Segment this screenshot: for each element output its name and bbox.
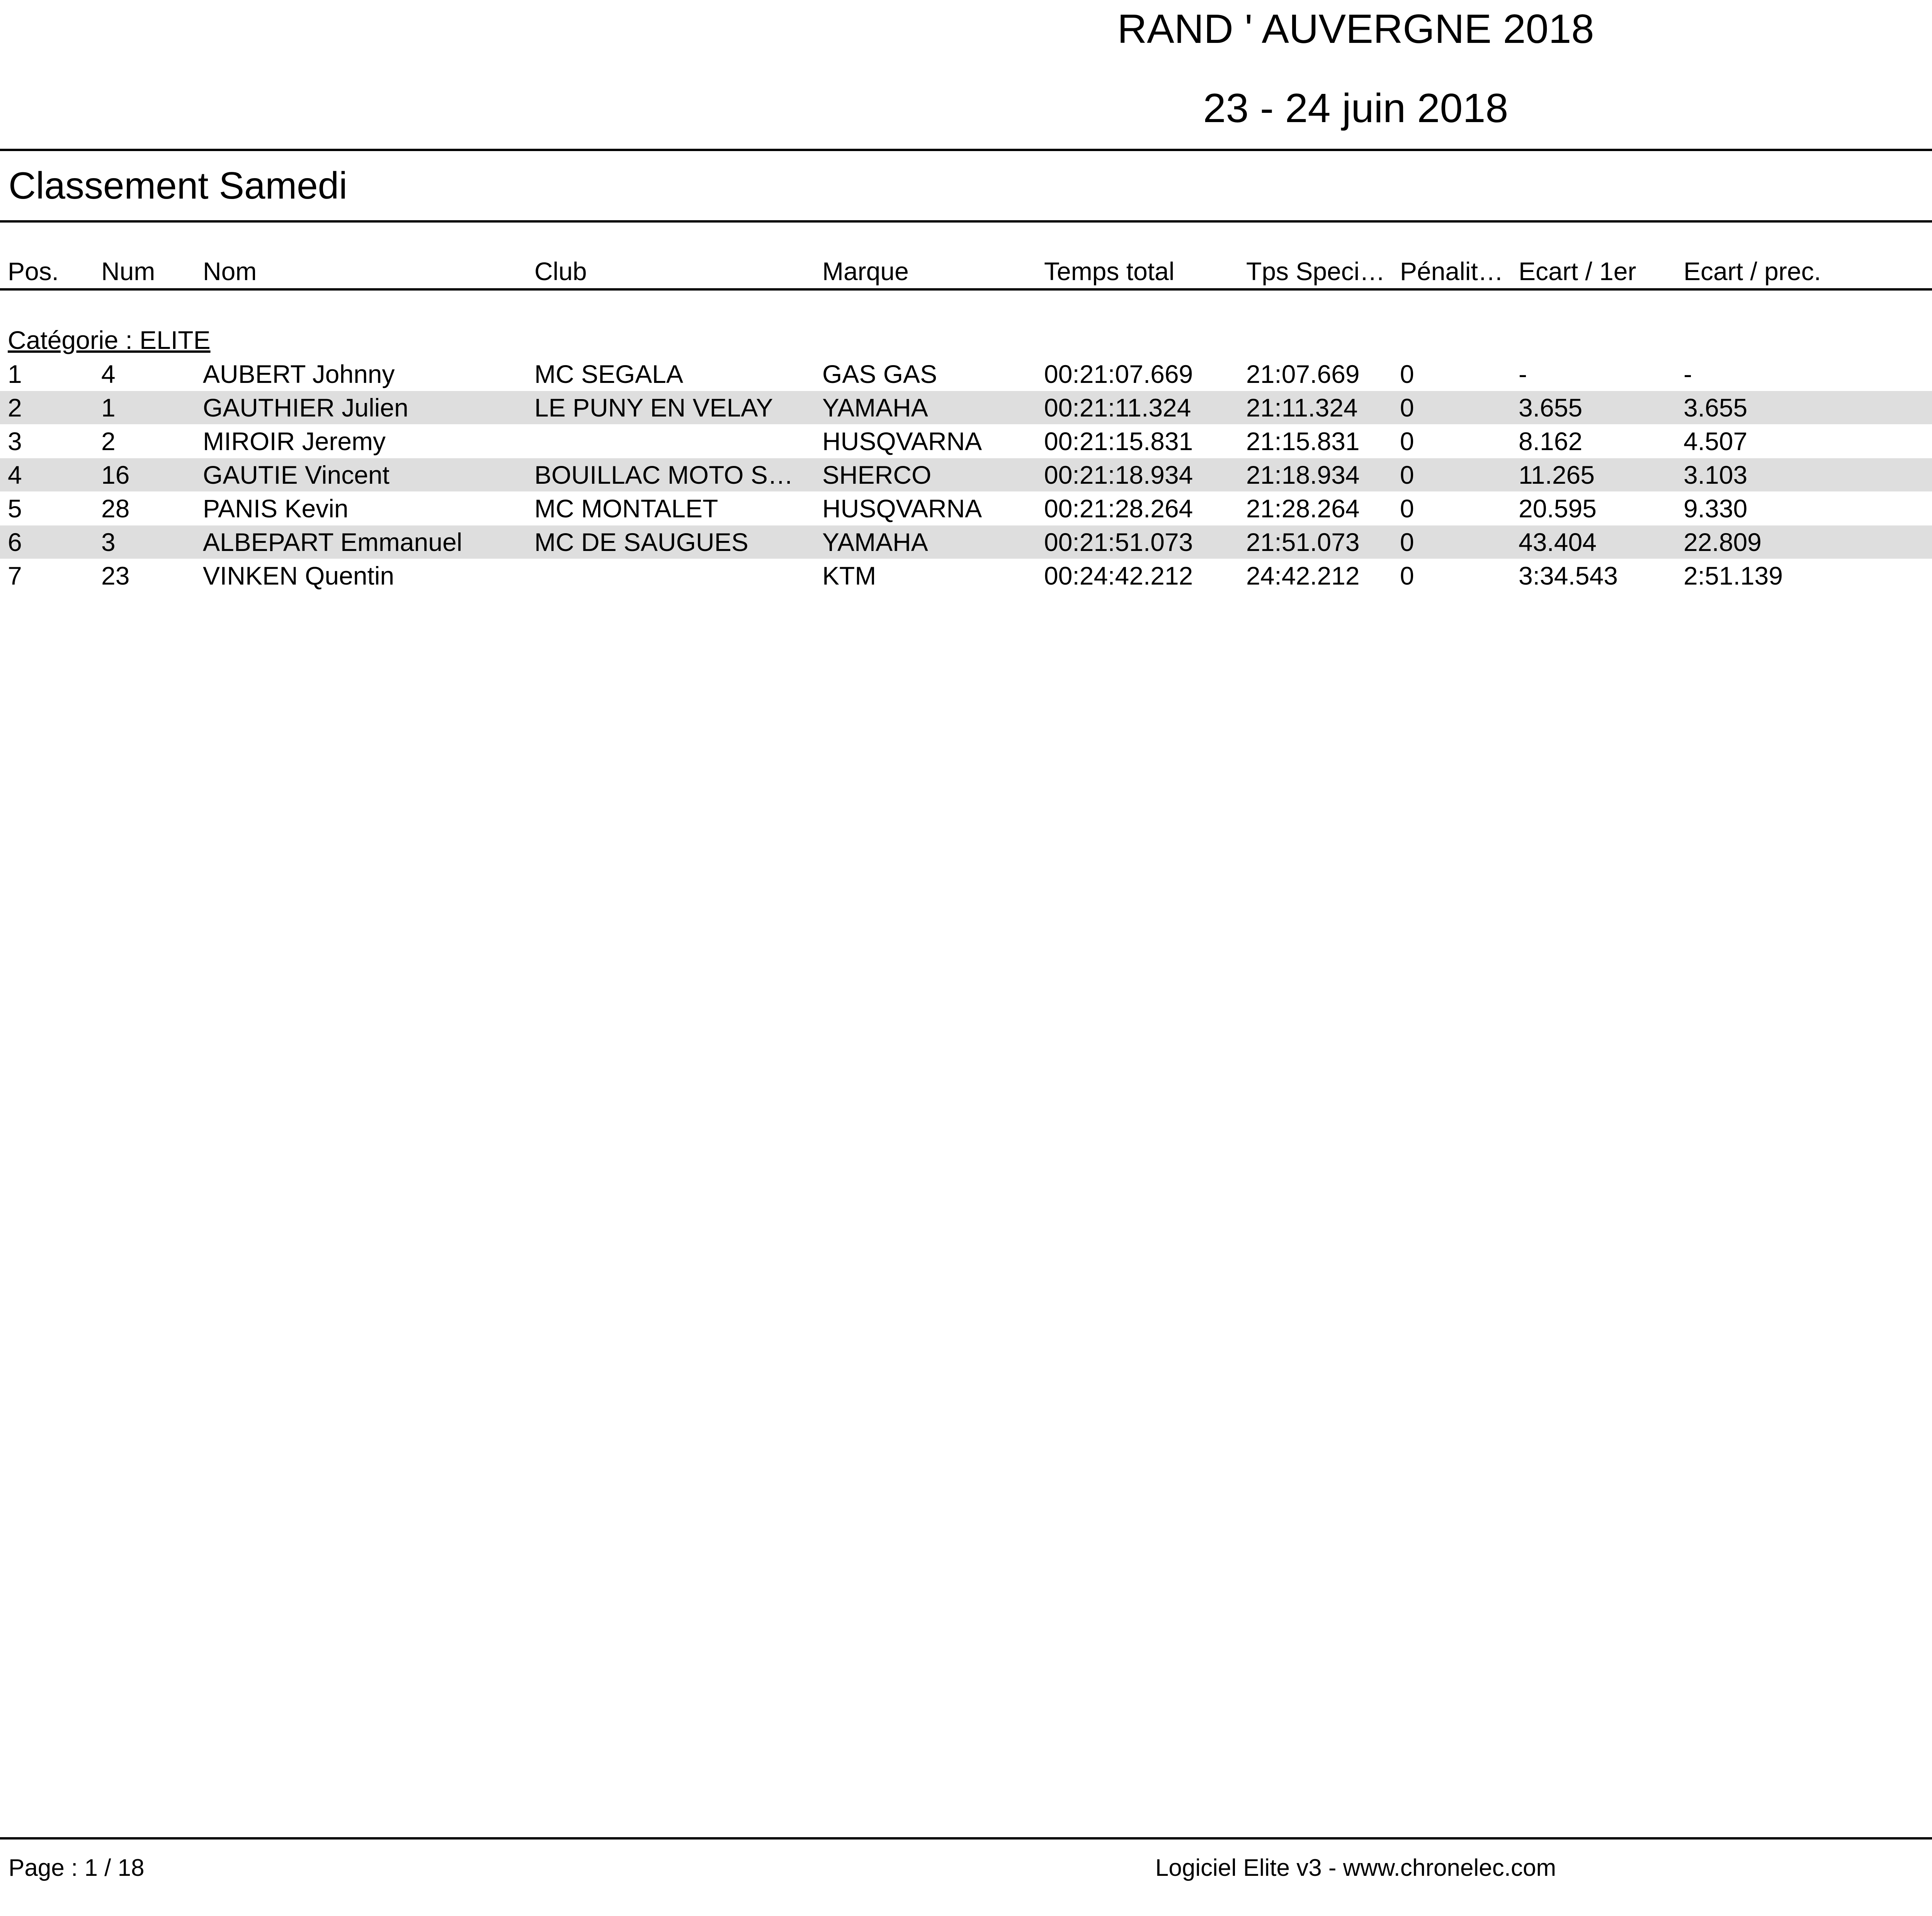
cell-temps-total: 00:21:07.669 — [1044, 360, 1193, 388]
cell-tps-special: 21:51.073 — [1246, 528, 1360, 556]
cell-num: 2 — [101, 427, 116, 456]
cell-tps-special: 21:15.831 — [1246, 427, 1360, 456]
category-label: Catégorie : ELITE — [8, 326, 211, 354]
cell-penalite: 0 — [1400, 427, 1414, 456]
cell-pos: 3 — [8, 427, 22, 456]
cell-temps-total: 00:24:42.212 — [1044, 561, 1193, 590]
column-header-ecart-premier: Ecart / 1er — [1519, 257, 1636, 286]
cell-marque: KTM — [822, 561, 876, 590]
table-row — [0, 425, 1932, 458]
footer-page-number: Page : 1 / 18 — [9, 1855, 145, 1881]
cell-ecart-premier: 43.404 — [1519, 528, 1597, 556]
table-row — [0, 391, 1932, 424]
cell-temps-total: 00:21:51.073 — [1044, 528, 1193, 556]
cell-ecart-premier: 11.265 — [1519, 461, 1595, 489]
cell-club: MC DE SAUGUES — [534, 528, 748, 556]
cell-marque: YAMAHA — [822, 393, 928, 422]
cell-ecart-precedent: 22.809 — [1684, 528, 1762, 556]
cell-num: 23 — [101, 561, 130, 590]
header-divider — [0, 288, 1932, 291]
cell-num: 28 — [101, 494, 130, 523]
cell-club: LE PUNY EN VELAY — [534, 393, 773, 422]
table-row — [0, 525, 1932, 559]
event-dates: 23 - 24 juin 2018 — [1203, 85, 1509, 131]
cell-penalite: 0 — [1400, 528, 1414, 556]
column-header-tps-special: Tps Speci… — [1246, 257, 1385, 286]
column-header-temps-total: Temps total — [1044, 257, 1175, 286]
cell-marque: GAS GAS — [822, 360, 937, 388]
cell-club: MC SEGALA — [534, 360, 684, 388]
cell-ecart-premier: 3:34.543 — [1519, 561, 1618, 590]
event-title: RAND ' AUVERGNE 2018 — [1117, 6, 1594, 52]
cell-nom: PANIS Kevin — [203, 494, 349, 523]
cell-tps-special: 21:07.669 — [1246, 360, 1360, 388]
cell-club: MC MONTALET — [534, 494, 718, 523]
cell-num: 1 — [101, 393, 116, 422]
cell-ecart-premier: - — [1519, 360, 1527, 388]
cell-ecart-precedent: 2:51.139 — [1684, 561, 1783, 590]
cell-nom: GAUTIE Vincent — [203, 461, 389, 489]
cell-ecart-precedent: 3.655 — [1684, 393, 1748, 422]
section-divider — [0, 220, 1932, 223]
cell-tps-special: 21:18.934 — [1246, 461, 1360, 489]
cell-pos: 7 — [8, 561, 22, 590]
cell-pos: 6 — [8, 528, 22, 556]
cell-nom: ALBEPART Emmanuel — [203, 528, 463, 556]
cell-pos: 2 — [8, 393, 22, 422]
cell-nom: MIROIR Jeremy — [203, 427, 386, 456]
cell-pos: 5 — [8, 494, 22, 523]
cell-marque: YAMAHA — [822, 528, 928, 556]
cell-penalite: 0 — [1400, 461, 1414, 489]
cell-temps-total: 00:21:11.324 — [1044, 393, 1191, 422]
cell-penalite: 0 — [1400, 561, 1414, 590]
cell-penalite: 0 — [1400, 494, 1414, 523]
column-header-marque: Marque — [822, 257, 909, 286]
column-header-club: Club — [534, 257, 587, 286]
table-row — [0, 357, 1932, 391]
cell-num: 16 — [101, 461, 130, 489]
cell-num: 4 — [101, 360, 116, 388]
cell-ecart-premier: 8.162 — [1519, 427, 1583, 456]
cell-ecart-precedent: 9.330 — [1684, 494, 1748, 523]
table-row — [0, 559, 1932, 592]
cell-marque: SHERCO — [822, 461, 932, 489]
cell-temps-total: 00:21:15.831 — [1044, 427, 1193, 456]
section-title: Classement Samedi — [9, 164, 347, 207]
cell-tps-special: 21:28.264 — [1246, 494, 1360, 523]
cell-club: BOUILLAC MOTO S… — [534, 461, 793, 489]
cell-num: 3 — [101, 528, 116, 556]
footer-divider — [0, 1837, 1932, 1839]
cell-ecart-premier: 3.655 — [1519, 393, 1583, 422]
footer-software: Logiciel Elite v3 - www.chronelec.com — [1155, 1855, 1556, 1881]
cell-pos: 1 — [8, 360, 22, 388]
column-header-pos: Pos. — [8, 257, 59, 286]
top-divider — [0, 149, 1932, 151]
cell-temps-total: 00:21:28.264 — [1044, 494, 1193, 523]
cell-ecart-precedent: 4.507 — [1684, 427, 1748, 456]
cell-ecart-precedent: 3.103 — [1684, 461, 1748, 489]
column-header-ecart-precedent: Ecart / prec. — [1684, 257, 1821, 286]
column-header-penalite: Pénalit… — [1400, 257, 1503, 286]
cell-temps-total: 00:21:18.934 — [1044, 461, 1193, 489]
cell-pos: 4 — [8, 461, 22, 489]
cell-nom: AUBERT Johnny — [203, 360, 395, 388]
cell-nom: VINKEN Quentin — [203, 561, 395, 590]
cell-ecart-precedent: - — [1684, 360, 1692, 388]
cell-ecart-premier: 20.595 — [1519, 494, 1597, 523]
column-header-num: Num — [101, 257, 155, 286]
cell-tps-special: 24:42.212 — [1246, 561, 1360, 590]
cell-nom: GAUTHIER Julien — [203, 393, 408, 422]
table-row — [0, 458, 1932, 491]
table-row — [0, 492, 1932, 525]
cell-penalite: 0 — [1400, 360, 1414, 388]
cell-marque: HUSQVARNA — [822, 494, 982, 523]
cell-marque: HUSQVARNA — [822, 427, 982, 456]
column-header-nom: Nom — [203, 257, 257, 286]
cell-tps-special: 21:11.324 — [1246, 393, 1358, 422]
cell-penalite: 0 — [1400, 393, 1414, 422]
